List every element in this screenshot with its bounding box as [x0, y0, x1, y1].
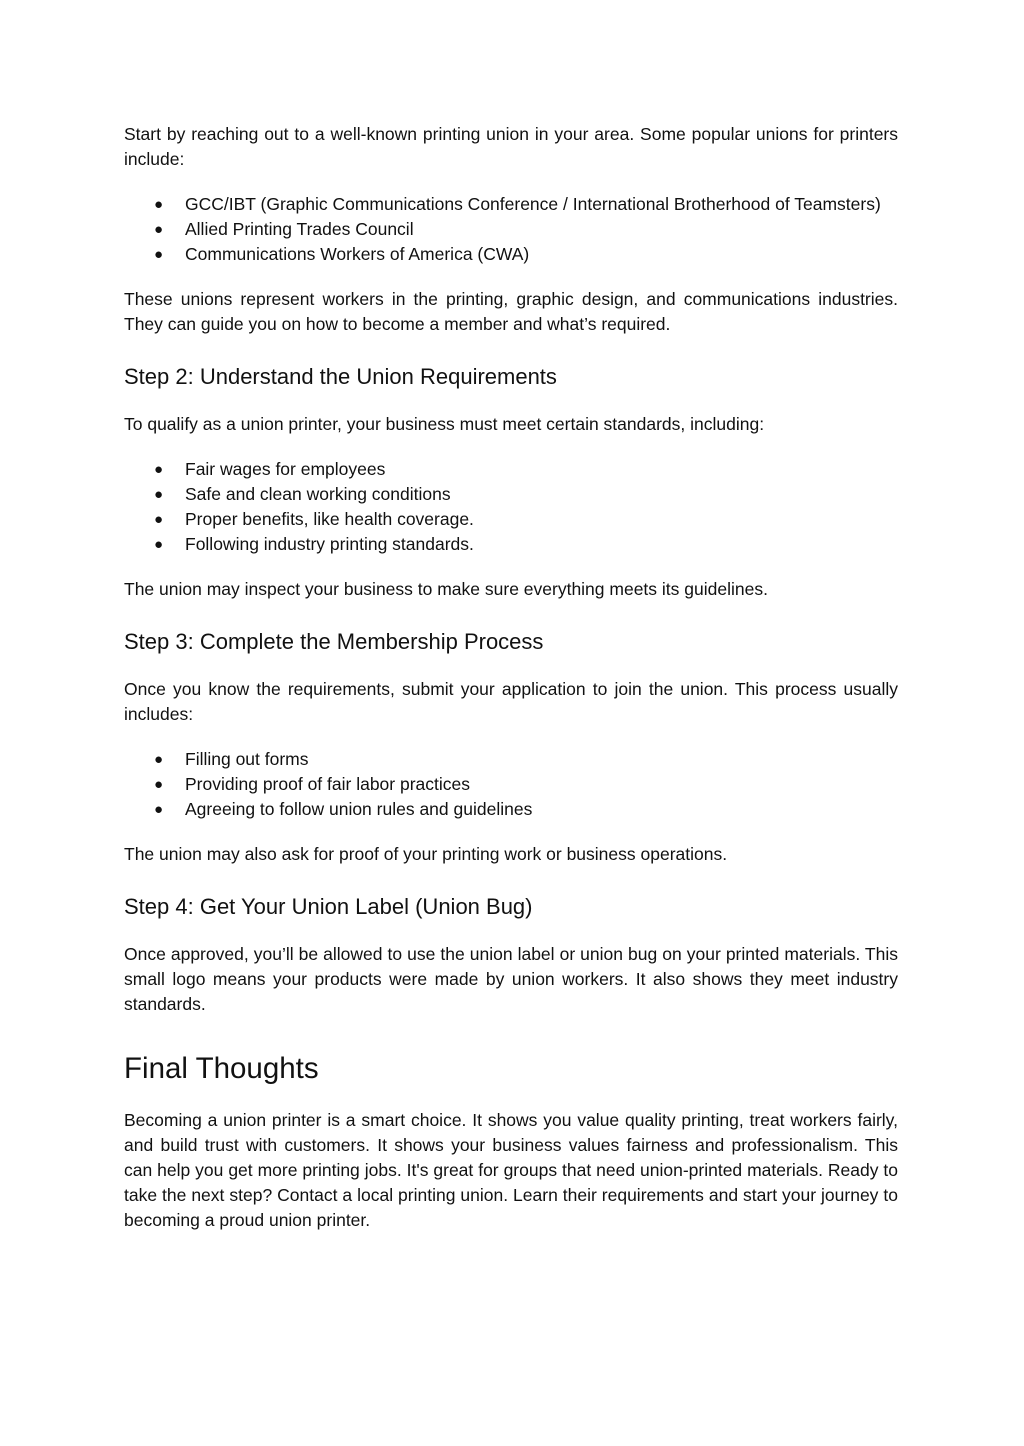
- final-thoughts-paragraph: Becoming a union printer is a smart choice. It shows you value quality printing, treat workers fairly, and build trust with customers. It shows your business values fairness and professionalism. This can help you get more printing jobs. It's great for groups that need union-printed materials. Ready to take the next step? Contact a local printing union. Learn their requirements and start your journey to becoming a proud union printer.: [124, 1110, 898, 1230]
- requirements-list: [124, 457, 898, 557]
- list-item: [124, 482, 898, 507]
- list-item-text: Safe and clean working conditions: [185, 484, 451, 504]
- membership-process-list: [124, 747, 898, 822]
- bullet-icon: ●: [154, 511, 164, 528]
- bullet-icon: ●: [154, 246, 164, 263]
- list-item-text: Proper benefits, like health coverage.: [185, 509, 474, 529]
- bullet-icon: ●: [154, 801, 164, 818]
- step-4-paragraph: Once approved, you’ll be allowed to use the union label or union bug on your printed materials. This small logo means your products were made by union workers. It also shows they meet industry standards.: [124, 944, 898, 1014]
- unions-list: [124, 192, 898, 267]
- list-item: [124, 507, 898, 532]
- list-item: [124, 797, 898, 822]
- bullet-icon: ●: [154, 221, 164, 238]
- intro-paragraph: Start by reaching out to a well-known printing union in your area. Some popular unions for printers include:: [124, 124, 898, 169]
- step-2-followup-paragraph: The union may inspect your business to make sure everything meets its guidelines.: [124, 579, 768, 599]
- step-3-followup-paragraph: The union may also ask for proof of your printing work or business operations.: [124, 844, 728, 864]
- list-item-text: GCC/IBT (Graphic Communications Conference / International Brotherhood of Teamsters): [185, 194, 881, 214]
- bullet-icon: ●: [154, 536, 164, 553]
- bullet-icon: ●: [154, 461, 164, 478]
- bullet-icon: ●: [154, 751, 164, 768]
- list-item: [124, 457, 898, 482]
- intro-followup-paragraph: These unions represent workers in the printing, graphic design, and communications industries. They can guide you on how to become a member and what’s required.: [124, 289, 898, 334]
- final-thoughts-heading: Final Thoughts: [124, 1052, 319, 1085]
- bullet-icon: ●: [154, 486, 164, 503]
- list-item-text: Following industry printing standards.: [185, 534, 474, 554]
- list-item: [124, 532, 898, 557]
- list-item-text: Filling out forms: [185, 749, 309, 769]
- list-item-text: Providing proof of fair labor practices: [185, 774, 470, 794]
- bullet-icon: ●: [154, 776, 164, 793]
- document-page: [124, 122, 898, 1233]
- step-3-paragraph: Once you know the requirements, submit your application to join the union. This process usually includes:: [124, 679, 898, 724]
- list-item-text: Fair wages for employees: [185, 459, 386, 479]
- step-4-heading: Step 4: Get Your Union Label (Union Bug): [124, 894, 533, 919]
- list-item-text: Allied Printing Trades Council: [185, 219, 414, 239]
- list-item: [124, 192, 898, 217]
- list-item: [124, 217, 898, 242]
- step-2-paragraph: To qualify as a union printer, your business must meet certain standards, including:: [124, 414, 765, 434]
- bullet-icon: ●: [154, 196, 164, 213]
- step-2-heading: Step 2: Understand the Union Requirements: [124, 364, 557, 389]
- list-item: [124, 747, 898, 772]
- list-item-text: Communications Workers of America (CWA): [185, 244, 530, 264]
- list-item-text: Agreeing to follow union rules and guidelines: [185, 799, 533, 819]
- list-item: [124, 772, 898, 797]
- step-3-heading: Step 3: Complete the Membership Process: [124, 629, 544, 654]
- list-item: [124, 242, 898, 267]
